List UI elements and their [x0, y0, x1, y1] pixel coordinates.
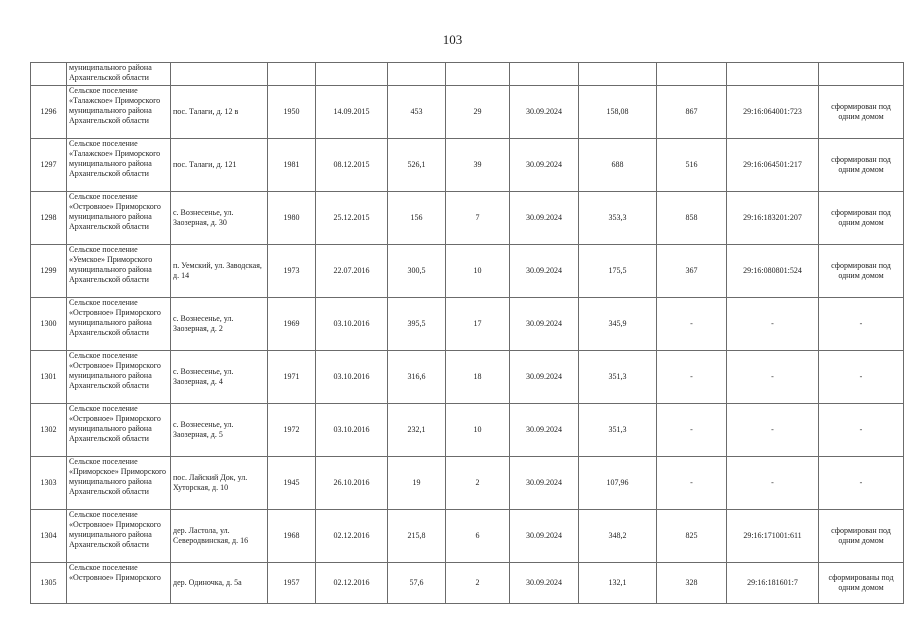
- cell-year: 1973: [268, 245, 316, 298]
- table-body: [31, 63, 904, 604]
- table-row: [31, 404, 904, 457]
- cell-col9: 353,3: [579, 192, 657, 245]
- cell-address: п. Уемский, ул. Заводская, д. 14: [171, 245, 268, 298]
- cell-settlement: Сельское поселение «Островное» Приморского: [67, 563, 171, 604]
- cell-deadline: [510, 63, 579, 86]
- cell-address: с. Вознесенье, ул. Заозерная, д. 30: [171, 192, 268, 245]
- cell-date: 03.10.2016: [316, 351, 388, 404]
- cell-status: -: [819, 351, 904, 404]
- cell-area: 316,6: [388, 351, 446, 404]
- cell-status: [819, 63, 904, 86]
- cell-num: [31, 63, 67, 86]
- cell-col10: 328: [657, 563, 727, 604]
- cell-num: 1300: [31, 298, 67, 351]
- cell-cadastral: 29:16:064501:217: [727, 139, 819, 192]
- cell-year: 1969: [268, 298, 316, 351]
- cell-year: 1972: [268, 404, 316, 457]
- cell-address: [171, 63, 268, 86]
- cell-cadastral: 29:16:181601:7: [727, 563, 819, 604]
- register-table: [30, 62, 904, 604]
- cell-area: [388, 63, 446, 86]
- cell-residents: 10: [446, 245, 510, 298]
- cell-cadastral: -: [727, 404, 819, 457]
- cell-num: 1301: [31, 351, 67, 404]
- cell-num: 1302: [31, 404, 67, 457]
- cell-col9: 348,2: [579, 510, 657, 563]
- cell-residents: 18: [446, 351, 510, 404]
- cell-year: 1945: [268, 457, 316, 510]
- cell-area: 526,1: [388, 139, 446, 192]
- cell-settlement: Сельское поселение «Островное» Приморского муниципального района Архангельской области: [67, 298, 171, 351]
- cell-date: [316, 63, 388, 86]
- cell-residents: 17: [446, 298, 510, 351]
- cell-deadline: 30.09.2024: [510, 298, 579, 351]
- cell-cadastral: 29:16:183201:207: [727, 192, 819, 245]
- cell-settlement: муниципального района Архангельской области: [67, 63, 171, 86]
- cell-col10: 825: [657, 510, 727, 563]
- cell-address: пос. Лайский Док, ул. Хуторская, д. 10: [171, 457, 268, 510]
- cell-area: 300,5: [388, 245, 446, 298]
- cell-col10: -: [657, 351, 727, 404]
- cell-date: 26.10.2016: [316, 457, 388, 510]
- table-row: [31, 139, 904, 192]
- cell-num: 1298: [31, 192, 67, 245]
- cell-status: сформирован под одним домом: [819, 192, 904, 245]
- cell-date: 02.12.2016: [316, 563, 388, 604]
- cell-cadastral: 29:16:171001:611: [727, 510, 819, 563]
- table-row: [31, 298, 904, 351]
- cell-status: сформирован под одним домом: [819, 139, 904, 192]
- cell-residents: 29: [446, 86, 510, 139]
- cell-col9: 351,3: [579, 404, 657, 457]
- cell-year: [268, 63, 316, 86]
- cell-area: 395,5: [388, 298, 446, 351]
- cell-status: сформирован под одним домом: [819, 510, 904, 563]
- cell-residents: 2: [446, 457, 510, 510]
- cell-col10: -: [657, 457, 727, 510]
- cell-num: 1296: [31, 86, 67, 139]
- cell-cadastral: 29:16:080801:524: [727, 245, 819, 298]
- cell-residents: 39: [446, 139, 510, 192]
- table-row: [31, 351, 904, 404]
- cell-status: -: [819, 404, 904, 457]
- table-row: [31, 510, 904, 563]
- cell-address: с. Вознесенье, ул. Заозерная, д. 2: [171, 298, 268, 351]
- cell-deadline: 30.09.2024: [510, 86, 579, 139]
- cell-num: 1299: [31, 245, 67, 298]
- cell-col9: 132,1: [579, 563, 657, 604]
- cell-address: дер. Ластола, ул. Северодвинская, д. 16: [171, 510, 268, 563]
- table-row: [31, 245, 904, 298]
- cell-num: 1303: [31, 457, 67, 510]
- cell-col10: 867: [657, 86, 727, 139]
- cell-area: 57,6: [388, 563, 446, 604]
- cell-area: 156: [388, 192, 446, 245]
- cell-deadline: 30.09.2024: [510, 563, 579, 604]
- cell-year: 1981: [268, 139, 316, 192]
- table-row: [31, 457, 904, 510]
- cell-deadline: 30.09.2024: [510, 510, 579, 563]
- cell-settlement: Сельское поселение «Островное» Приморского муниципального района Архангельской области: [67, 404, 171, 457]
- cell-deadline: 30.09.2024: [510, 192, 579, 245]
- cell-col9: 107,96: [579, 457, 657, 510]
- cell-area: 19: [388, 457, 446, 510]
- cell-settlement: Сельское поселение «Уемское» Приморского муниципального района Архангельской области: [67, 245, 171, 298]
- cell-status: -: [819, 298, 904, 351]
- cell-residents: 10: [446, 404, 510, 457]
- cell-cadastral: [727, 63, 819, 86]
- cell-area: 215,8: [388, 510, 446, 563]
- cell-settlement: Сельское поселение «Островное» Приморского муниципального района Архангельской области: [67, 351, 171, 404]
- cell-status: сформированы под одним домом: [819, 563, 904, 604]
- cell-address: пос. Талаги, д. 121: [171, 139, 268, 192]
- cell-area: 453: [388, 86, 446, 139]
- table-row: [31, 86, 904, 139]
- cell-date: 03.10.2016: [316, 298, 388, 351]
- cell-residents: 7: [446, 192, 510, 245]
- table-row: [31, 192, 904, 245]
- cell-residents: [446, 63, 510, 86]
- cell-deadline: 30.09.2024: [510, 351, 579, 404]
- cell-col10: 516: [657, 139, 727, 192]
- table-row: [31, 563, 904, 604]
- cell-num: 1304: [31, 510, 67, 563]
- cell-settlement: Сельское поселение «Островное» Приморского муниципального района Архангельской области: [67, 192, 171, 245]
- cell-address: дер. Одиночка, д. 5а: [171, 563, 268, 604]
- cell-year: 1968: [268, 510, 316, 563]
- cell-area: 232,1: [388, 404, 446, 457]
- cell-cadastral: -: [727, 457, 819, 510]
- cell-date: 02.12.2016: [316, 510, 388, 563]
- cell-settlement: Сельское поселение «Талажское» Приморского муниципального района Архангельской области: [67, 86, 171, 139]
- cell-residents: 6: [446, 510, 510, 563]
- cell-col9: [579, 63, 657, 86]
- cell-address: с. Вознесенье, ул. Заозерная, д. 4: [171, 351, 268, 404]
- cell-cadastral: 29:16:064001:723: [727, 86, 819, 139]
- cell-cadastral: -: [727, 351, 819, 404]
- cell-deadline: 30.09.2024: [510, 404, 579, 457]
- cell-status: сформирован под одним домом: [819, 86, 904, 139]
- cell-col9: 688: [579, 139, 657, 192]
- cell-deadline: 30.09.2024: [510, 139, 579, 192]
- cell-col9: 351,3: [579, 351, 657, 404]
- page-number: 103: [442, 32, 463, 47]
- cell-num: 1297: [31, 139, 67, 192]
- cell-date: 08.12.2015: [316, 139, 388, 192]
- cell-col10: -: [657, 298, 727, 351]
- cell-date: 22.07.2016: [316, 245, 388, 298]
- cell-deadline: 30.09.2024: [510, 245, 579, 298]
- cell-address: пос. Талаги, д. 12 в: [171, 86, 268, 139]
- cell-year: 1980: [268, 192, 316, 245]
- cell-settlement: Сельское поселение «Талажское» Приморского муниципального района Архангельской области: [67, 139, 171, 192]
- table-row-continued: [31, 63, 904, 86]
- cell-num: 1305: [31, 563, 67, 604]
- cell-col10: 367: [657, 245, 727, 298]
- cell-col9: 345,9: [579, 298, 657, 351]
- cell-col10: -: [657, 404, 727, 457]
- cell-col10: 858: [657, 192, 727, 245]
- cell-date: 14.09.2015: [316, 86, 388, 139]
- cell-year: 1957: [268, 563, 316, 604]
- cell-year: 1950: [268, 86, 316, 139]
- cell-year: 1971: [268, 351, 316, 404]
- cell-col9: 158,08: [579, 86, 657, 139]
- cell-settlement: Сельское поселение «Приморское» Приморского муниципального района Архангельской области: [67, 457, 171, 510]
- cell-cadastral: -: [727, 298, 819, 351]
- cell-col9: 175,5: [579, 245, 657, 298]
- cell-date: 25.12.2015: [316, 192, 388, 245]
- cell-status: -: [819, 457, 904, 510]
- cell-col10: [657, 63, 727, 86]
- cell-date: 03.10.2016: [316, 404, 388, 457]
- cell-address: с. Вознесенье, ул. Заозерная, д. 5: [171, 404, 268, 457]
- cell-settlement: Сельское поселение «Островное» Приморского муниципального района Архангельской области: [67, 510, 171, 563]
- cell-status: сформирован под одним домом: [819, 245, 904, 298]
- cell-residents: 2: [446, 563, 510, 604]
- cell-deadline: 30.09.2024: [510, 457, 579, 510]
